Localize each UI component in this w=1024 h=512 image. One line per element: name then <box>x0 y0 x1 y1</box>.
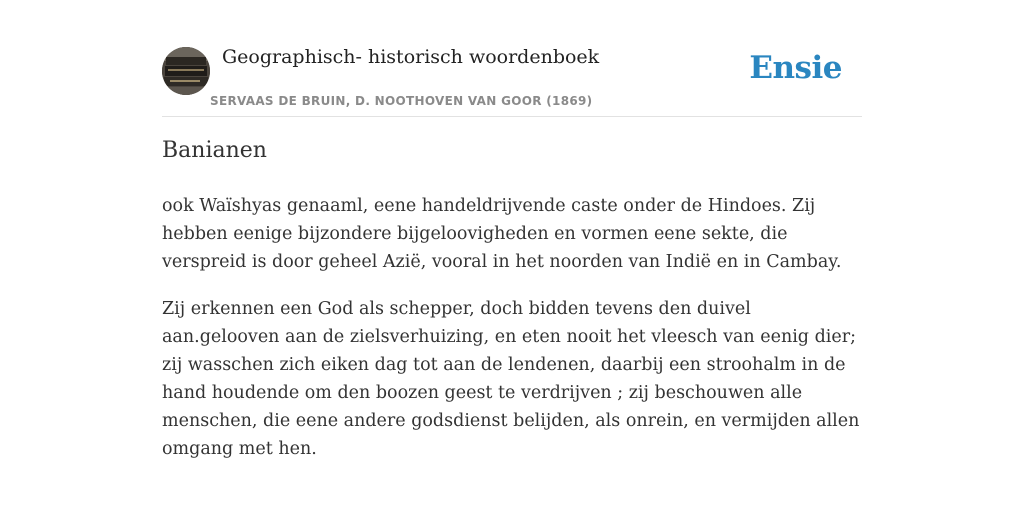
book-cover-icon[interactable] <box>162 47 210 95</box>
book-header <box>162 44 862 117</box>
entry-body <box>162 192 862 482</box>
book-cover-image <box>162 47 210 95</box>
entry-paragraph: Zij erkennen een God als schepper, doch bidden tevens den duivel aan.gelooven aan de zielsverhuizing, en eten nooit het vleesch van eenig dier; zij wasschen zich eiken dag tot aan de lendenen, daarbij een stroohalm in de hand houdende om den boozen geest te verdrijven ; zij beschouwen alle menschen, die eene andere godsdienst belijden, als onrein, en vermijden allen omgang met hen. <box>162 299 860 459</box>
entry-title: Banianen <box>162 138 267 163</box>
ensie-logo-link[interactable]: Ensie <box>749 50 842 86</box>
book-title-link[interactable]: Geographisch- historisch woordenboek <box>222 46 600 68</box>
entry-paragraph: ook Waïshyas genaaml, eene handeldrijvende caste onder de Hindoes. Zij hebben eenige bijzondere bijgeloovigheden en vormen eene sekte, die verspreid is door geheel Azië, vooral in het noorden van Indië en in Cambay. <box>162 196 842 272</box>
book-author-year: SERVAAS DE BRUIN, D. NOOTHOVEN VAN GOOR (1869) <box>210 94 593 108</box>
